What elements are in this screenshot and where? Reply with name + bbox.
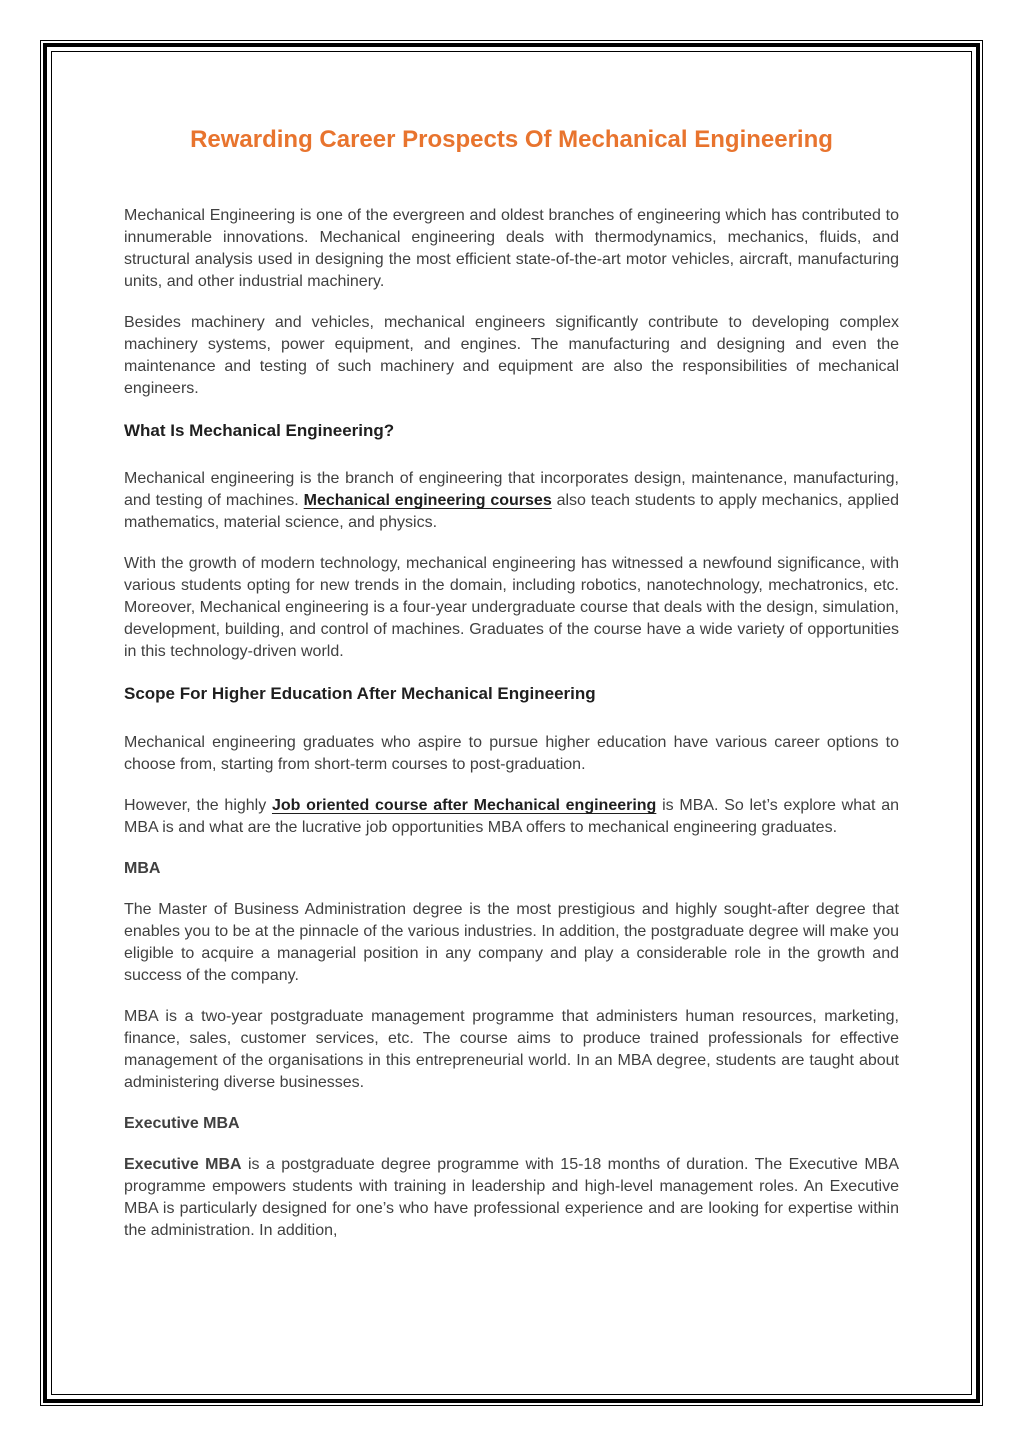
section1-paragraph-1 xyxy=(124,468,899,534)
section2-paragraph-2 xyxy=(124,795,899,839)
subheading-executive-mba: Executive MBA xyxy=(124,1115,240,1132)
mechanical-engineering-courses-link[interactable]: Mechanical engineering courses xyxy=(303,492,552,509)
section1-p1-text-before: Mechanical engineering is the branch of engineering that incorporates design, maintenance, manufacturing, and testing of machines. xyxy=(124,470,899,509)
executive-mba-p1-rest: is a postgraduate degree programme with 15-18 months of duration. The Executive MBA programme empowers students with training in leadership and high-level management roles. An Executive MBA is particularly designed for one’s who have professional experience and are looking for expertise within the administration. In addition, xyxy=(124,1156,900,1239)
section1-p1-text-after: also teach students to apply mechanics, applied mathematics, material science, and physics. xyxy=(124,492,899,531)
subheading-mba: MBA xyxy=(124,860,161,877)
section-heading-what-is: What Is Mechanical Engineering? xyxy=(124,421,395,440)
job-oriented-course-link[interactable]: Job oriented course after Mechanical engineering xyxy=(271,797,657,814)
mba-paragraph-2: MBA is a two-year postgraduate management programme that administers human resources, marketing, finance, sales, customer services, etc. The course aims to produce trained professionals for effective management of the organisations in this entrepreneurial world. In an MBA degree, students are taught about administering diverse businesses. xyxy=(124,1008,899,1091)
intro-paragraph-1: Mechanical Engineering is one of the evergreen and oldest branches of engineering which has contributed to innumerable innovations. Mechanical engineering deals with thermodynamics, mechanics, fluids, and structural analysis used in designing the most efficient state-of-the-art motor vehicles, aircraft, manufacturing units, and other industrial machinery. xyxy=(124,207,899,290)
mba-paragraph-1: The Master of Business Administration degree is the most prestigious and highly sought-after degree that enables you to be at the pinnacle of the various industries. In addition, the postgraduate degree will make you eligible to acquire a managerial position in any company and play a considerable role in the growth and success of the company. xyxy=(124,901,899,984)
executive-mba-paragraph-1 xyxy=(124,1154,899,1242)
section-heading-scope: Scope For Higher Education After Mechanical Engineering xyxy=(124,684,596,703)
document-body xyxy=(124,100,899,1242)
executive-mba-bold-term: Executive MBA xyxy=(124,1156,242,1173)
section2-p2-text-before: However, the highly xyxy=(124,797,272,814)
intro-paragraph-2: Besides machinery and vehicles, mechanical engineers significantly contribute to developing complex machinery systems, power equipment, and engines. The manufacturing and designing and even the maintenance and testing of such machinery and equipment are also the responsibilities of mechanical engineers. xyxy=(124,314,899,397)
section2-p2-text-after: is MBA. So let’s explore what an MBA is and what are the lucrative job opportunities MBA offers to mechanical engineering graduates. xyxy=(124,797,899,836)
document-title: Rewarding Career Prospects Of Mechanical Engineering xyxy=(190,126,833,153)
section1-paragraph-2: With the growth of modern technology, mechanical engineering has witnessed a newfound significance, with various students opting for new trends in the domain, including robotics, nanotechnology, mechatronics, etc. Moreover, Mechanical engineering is a four-year undergraduate course that deals with the design, simulation, development, building, and control of machines. Graduates of the course have a wide variety of opportunities in this technology-driven world. xyxy=(124,555,899,660)
section2-paragraph-1: Mechanical engineering graduates who aspire to pursue higher education have various career options to choose from, starting from short-term courses to post-graduation. xyxy=(124,734,899,773)
